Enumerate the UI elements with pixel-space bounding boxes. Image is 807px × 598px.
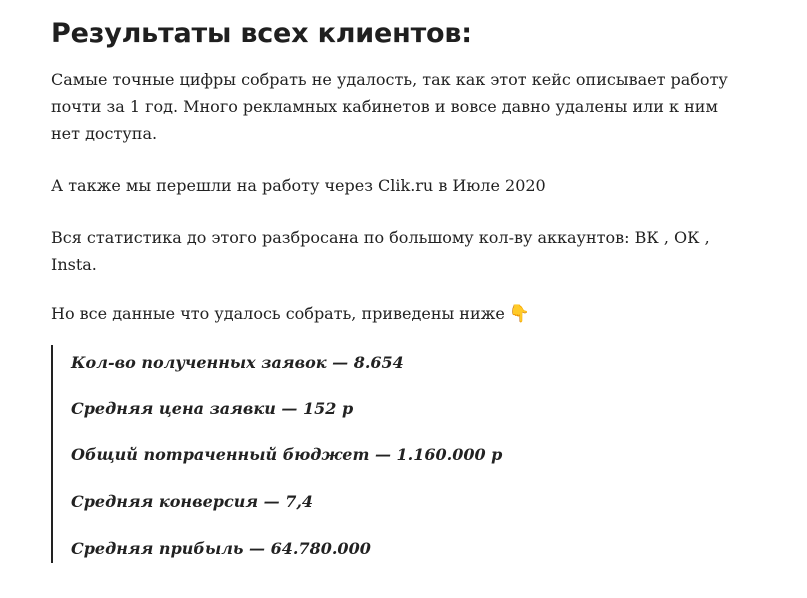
stat-average-request-price: Средняя цена заявки — 152 р: [71, 399, 354, 418]
stat-requests-count: Кол-во полученных заявок — 8.654: [71, 353, 404, 372]
paragraph-intro: Самые точные цифры собрать не удалость, так как этот кейс описывает работу почти за 1 год. Много рекламных кабинетов и вовсе давно удалены или к ним нет доступа.: [51, 70, 728, 143]
stat-total-budget: Общий потраченный бюджет — 1.160.000 р: [71, 445, 503, 464]
paragraph-clik: А также мы перешли на работу через Clik.ru в Июле 2020: [51, 176, 546, 195]
stats-blockquote: [51, 345, 753, 563]
section-heading: Результаты всех клиентов:: [51, 18, 472, 49]
paragraph-data-below-text: Но все данные что удалось собрать, приведены ниже: [51, 304, 505, 323]
pointing-down-icon: 👇: [508, 304, 530, 324]
stat-average-conversion: Средняя конверсия — 7,4: [71, 492, 314, 511]
paragraph-statistics: Вся статистика до этого разбросана по большому кол-ву аккаунтов: ВК , ОК , Insta.: [51, 228, 710, 274]
stat-average-profit: Средняя прибыль — 64.780.000: [71, 539, 371, 558]
paragraph-data-below: [51, 300, 751, 328]
